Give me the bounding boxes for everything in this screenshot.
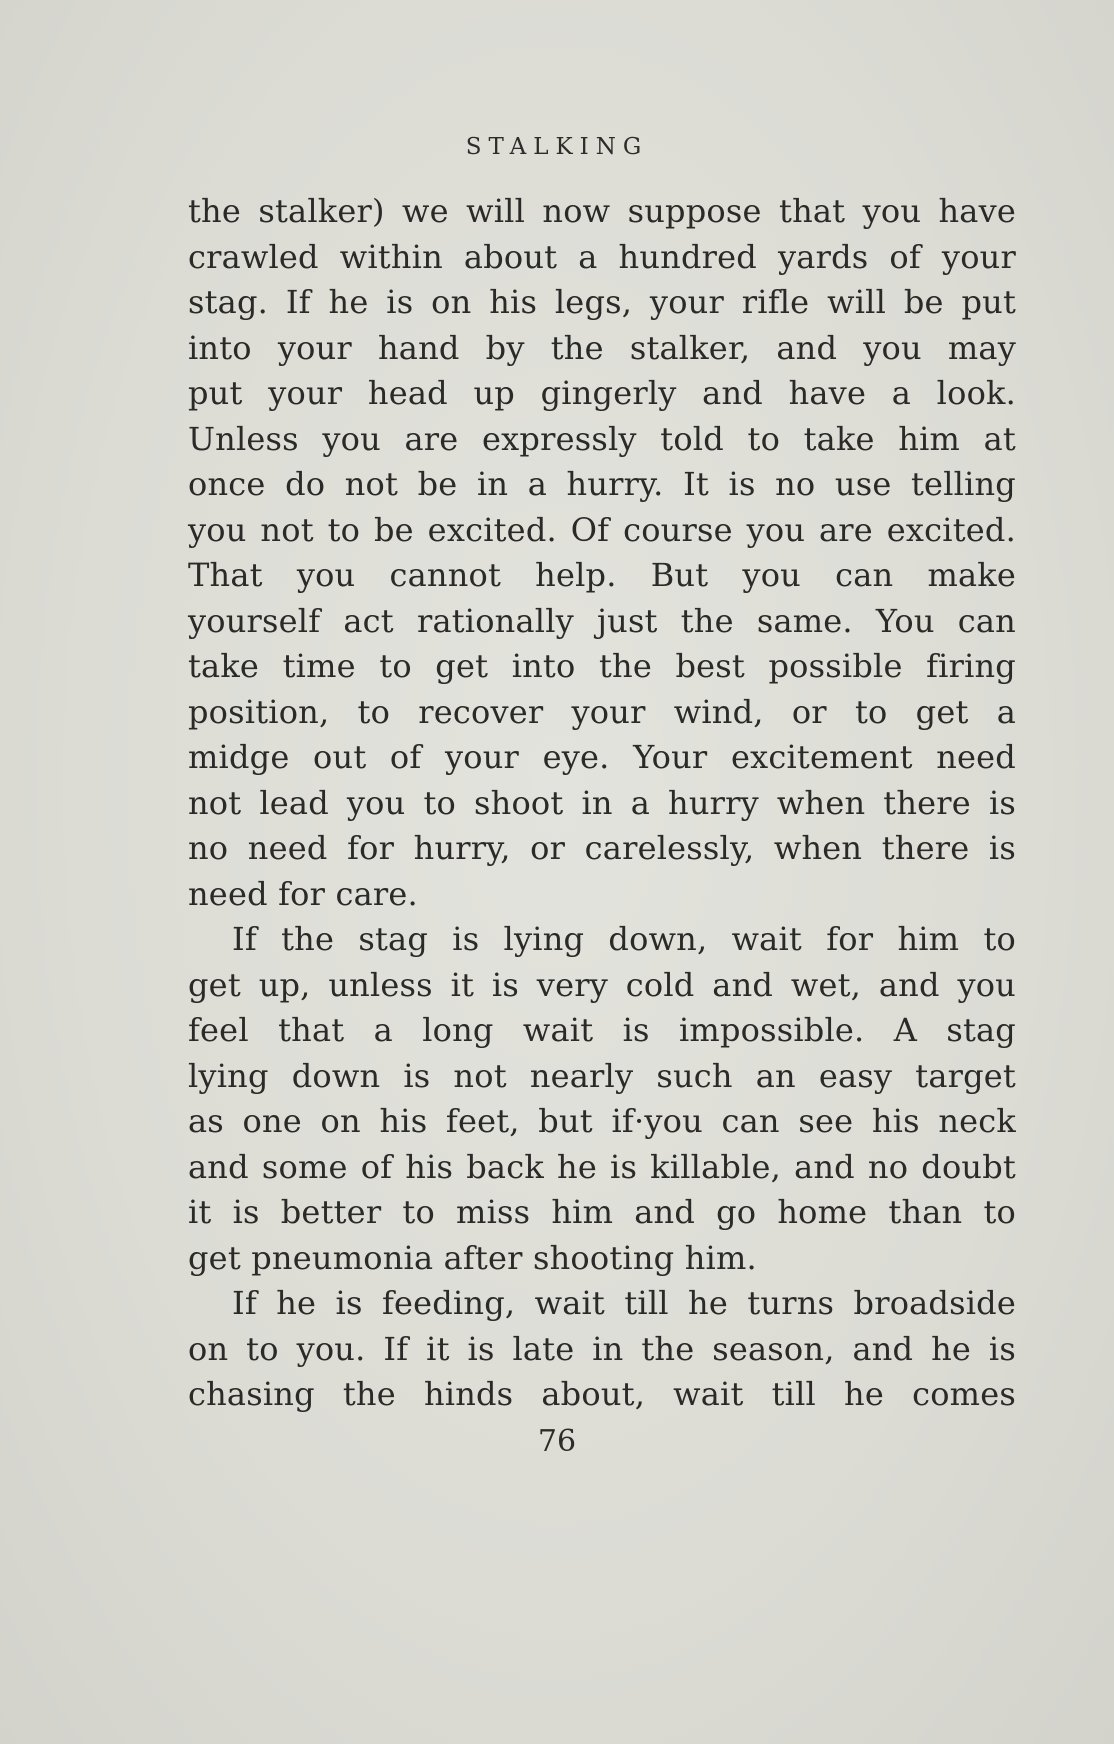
body-text xyxy=(188,189,1016,1418)
text-line: it is better to miss him and go home than to xyxy=(188,1193,1016,1231)
text-line: midge out of your eye. Your excitement need xyxy=(188,738,1016,776)
text-line: stag. If he is on his legs, your rifle will be put xyxy=(188,283,1016,321)
page-number: 76 xyxy=(537,1424,577,1459)
text-line: get pneumonia after shooting him. xyxy=(188,1238,757,1277)
text-line: yourself act rationally just the same. You can xyxy=(188,601,1016,640)
text-line: you not to be excited. Of course you are excited. xyxy=(188,510,1016,549)
text-line: on to you. If it is late in the season, and he is xyxy=(188,1329,1016,1368)
text-line: as one on his feet, but if·you can see his neck xyxy=(188,1102,1016,1140)
text-line: chasing the hinds about, wait till he comes xyxy=(188,1375,1016,1413)
text-line: not lead you to shoot in a hurry when there is xyxy=(188,783,1016,822)
text-line: need for care. xyxy=(188,874,418,913)
text-line: once do not be in a hurry. It is no use telling xyxy=(188,465,1016,503)
text-line: feel that a long wait is impossible. A stag xyxy=(188,1011,1016,1049)
text-line: lying down is not nearly such an easy target xyxy=(188,1056,1016,1095)
text-line: If the stag is lying down, wait for him to xyxy=(232,920,1016,958)
text-line: put your head up gingerly and have a look. xyxy=(188,374,1016,412)
text-line: get up, unless it is very cold and wet, and you xyxy=(188,965,1016,1004)
text-line: take time to get into the best possible firing xyxy=(188,647,1016,685)
running-head: STALKING xyxy=(465,134,649,160)
text-line: and some of his back he is killable, and no doubt xyxy=(188,1147,1016,1186)
text-line: crawled within about a hundred yards of your xyxy=(188,237,1016,276)
text-line: Unless you are expressly told to take him at xyxy=(188,419,1016,458)
text-line: position, to recover your wind, or to get a xyxy=(188,692,1016,731)
text-line: into your hand by the stalker, and you may xyxy=(188,328,1016,367)
text-line: no need for hurry, or carelessly, when there is xyxy=(188,829,1016,867)
text-line: If he is feeding, wait till he turns broadside xyxy=(232,1284,1016,1322)
text-line: That you cannot help. But you can make xyxy=(188,556,1016,594)
text-line: the stalker) we will now suppose that you have xyxy=(188,192,1016,230)
